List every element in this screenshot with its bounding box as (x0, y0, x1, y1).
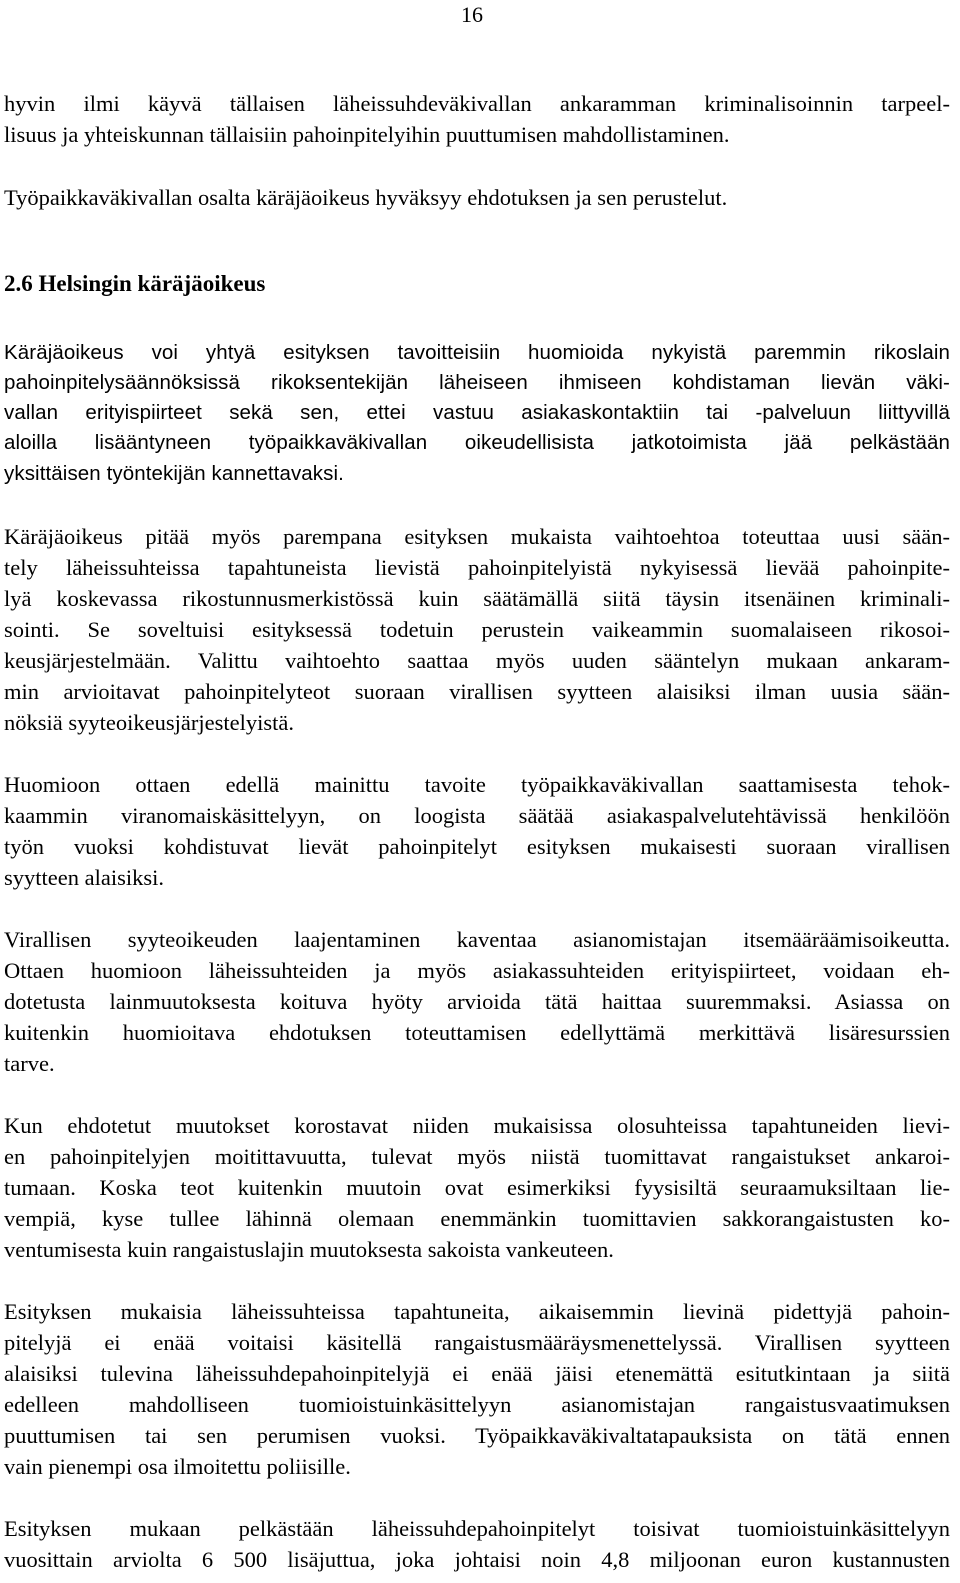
text-line: puuttumisen tai sen perumisen vuoksi. Työpaikkaväkivaltatapauksista on tätä ennen (4, 1423, 950, 1448)
text-line: Esityksen mukaan pelkästään läheissuhdepahoinpitelyt toisivat tuomioistuinkäsittelyyn (4, 1516, 950, 1541)
text-line: en pahoinpitelyjen moitittavuutta, tulevat myös niistä tuomittavat rangaistukset ankaroi- (4, 1144, 950, 1169)
text-line: työn vuoksi kohdistuvat lievät pahoinpitelyt esityksen mukaisesti suoraan virallisen (4, 834, 950, 859)
text-line: Ottaen huomioon läheissuhteiden ja myös asiakassuhteiden erityispiirteet, voidaan eh- (4, 958, 950, 983)
text-line: pahoinpitelysäännöksissä rikoksentekijän läheiseen ihmiseen kohdistaman lievän väki- (4, 371, 950, 394)
text-line: kuitenkin huomioitava ehdotuksen toteuttamisen edellyttämä merkittävä lisäresurssien (4, 1020, 950, 1045)
text-line: Huomioon ottaen edellä mainittu tavoite työpaikkaväkivallan saattamisesta tehok- (4, 772, 950, 797)
text-line: Käräjäoikeus pitää myös parempana esityksen mukaista vaihtoehtoa toteuttaa uusi sään- (4, 524, 950, 549)
page-number: 16 (461, 2, 483, 27)
text-line: tarve. (4, 1051, 55, 1076)
text-line: syytteen alaisiksi. (4, 865, 164, 890)
section-heading: 2.6 Helsingin käräjäoikeus (4, 271, 266, 296)
text-line: edelleen mahdolliseen tuomioistuinkäsittelyyn asianomistajan rangaistusvaatimuksen (4, 1392, 950, 1417)
text-line: kaammin viranomaiskäsittelyyn, on loogista säätää asiakaspalvelutehtävissä henkilöön (4, 803, 950, 828)
text-line: keusjärjestelmään. Valittu vaihtoehto saattaa myös uuden sääntelyn mukaan ankaram- (4, 648, 950, 673)
text-line: Työpaikkaväkivallan osalta käräjäoikeus hyväksyy ehdotuksen ja sen perustelut. (4, 185, 728, 210)
text-line: aloilla lisääntyneen työpaikkaväkivallan oikeudellisista jatkotoimista jää pelkästään (4, 431, 950, 454)
text-line: Kun ehdotetut muutokset korostavat niiden mukaisissa olosuhteissa tapahtuneiden lievi- (4, 1113, 950, 1138)
text-line: ventumisesta kuin rangaistuslajin muutoksesta sakoista vankeuteen. (4, 1237, 614, 1262)
text-line: Virallisen syyteoikeuden laajentaminen kaventaa asianomistajan itsemääräämisoikeutta. (4, 927, 950, 952)
text-line: vallan erityispiirteet sekä sen, ettei vastuu asiakaskontaktiin tai -palveluun liittyvillä (4, 401, 950, 424)
text-line: Esityksen mukaisia läheissuhteissa tapahtuneita, aikaisemmin lievinä pidettyjä pahoin- (4, 1299, 950, 1324)
text-line: alaisiksi tulevina läheissuhdepahoinpitelyjä ei enää jäisi etenemättä esitutkintaan ja siitä (4, 1361, 950, 1386)
text-line: sointi. Se soveltuisi esityksessä todetuin perustein vaikeammin suomalaiseen rikosoi- (4, 617, 950, 642)
text-line: dotetusta lainmuutoksesta koituva hyöty arvioida tätä haittaa suuremmaksi. Asiassa on (4, 989, 950, 1014)
text-line: pitelyjä ei enää voitaisi käsitellä rangaistusmääräysmenettelyssä. Virallisen syytteen (4, 1330, 950, 1355)
text-line: tumaan. Koska teot kuitenkin muutoin ovat esimerkiksi fyysisiltä seuraamuksiltaan lie- (4, 1175, 950, 1200)
text-line: yksittäisen työntekijän kannettavaksi. (4, 462, 344, 485)
text-line: lyä koskevassa rikostunnusmerkistössä kuin säätämällä siitä täysin itsenäinen kriminali- (4, 586, 950, 611)
text-line: min arvioitavat pahoinpitelyteot suoraan virallisen syytteen alaisiksi ilman uusia sään- (4, 679, 950, 704)
text-line: lisuus ja yhteiskunnan tällaisiin pahoinpitelyihin puuttumisen mahdollistaminen. (4, 122, 730, 147)
text-line: vain pienempi osa ilmoitettu poliisille. (4, 1454, 351, 1479)
text-line: vempiä, kyse tullee lähinnä olemaan enemmänkin tuomittavien sakkorangaistusten ko- (4, 1206, 950, 1231)
text-line: vuosittain arviolta 6 500 lisäjuttua, joka johtaisi noin 4,8 miljoonan euron kustannusten (4, 1547, 950, 1572)
text-line: Käräjäoikeus voi yhtyä esityksen tavoitteisiin huomioida nykyistä paremmin rikoslain (4, 341, 950, 364)
text-line: hyvin ilmi käyvä tällaisen läheissuhdeväkivallan ankaramman kriminalisoinnin tarpeel- (4, 91, 950, 116)
text-line: nöksiä syyteoikeusjärjestelyistä. (4, 710, 294, 735)
text-line: tely läheissuhteissa tapahtuneista lievistä pahoinpitelyistä nykyisessä lievää pahoinpite- (4, 555, 950, 580)
